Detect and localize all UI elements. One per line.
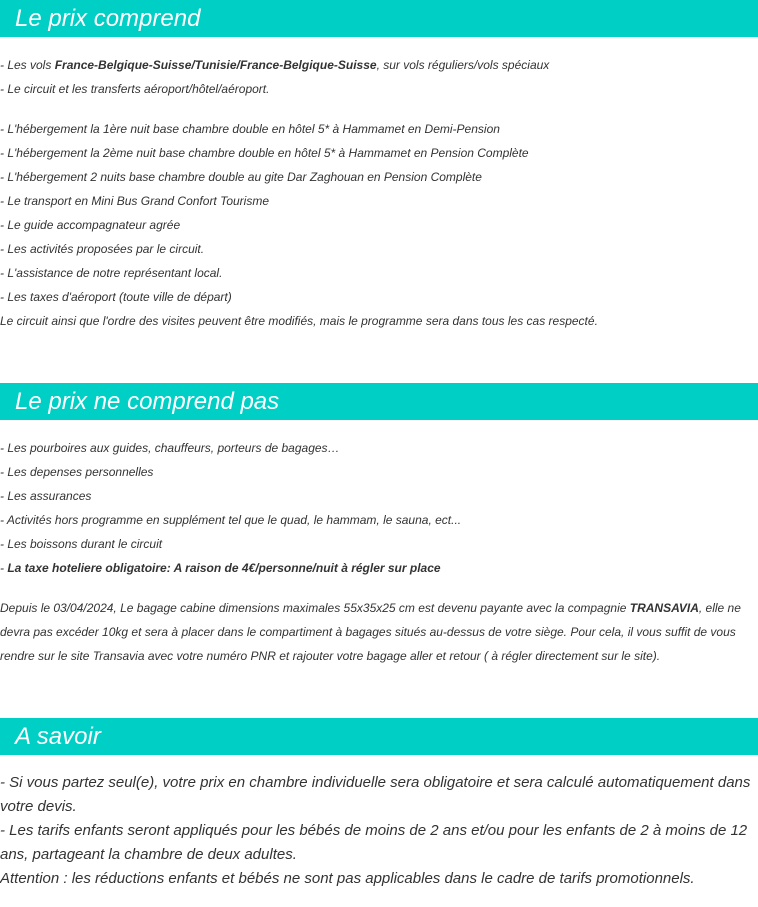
info-list	[0, 771, 758, 891]
list-item: - L'assistance de notre représentant local.	[0, 266, 223, 280]
section-title: A savoir	[15, 723, 101, 750]
list-item-text: , sur vols réguliers/vols spéciaux	[376, 58, 550, 72]
list-item: - Le circuit et les transferts aéroport/hôtel/aéroport.	[0, 82, 270, 96]
section-header-a-savoir	[0, 718, 758, 755]
list-item: - L'hébergement la 2ème nuit base chambre double en hôtel 5* à Hammamet en Pension Complète	[0, 146, 529, 160]
list-item: - Le guide accompagnateur agrée	[0, 218, 181, 232]
section-title: Le prix ne comprend pas	[15, 388, 280, 415]
info-item: Attention : les réductions enfants et bébés ne sont pas applicables dans le cadre de tarifs promotionnels.	[0, 870, 695, 887]
section-header-prix-comprend	[0, 0, 758, 37]
excluded-list	[0, 436, 758, 668]
info-item: - Les tarifs enfants seront appliqués pour les bébés de moins de 2 ans et/ou pour les enfants de 2 à moins de 12 ans, partageant la chambre de deux adultes.	[0, 822, 748, 863]
list-item: - Activités hors programme en supplément tel que le quad, le hammam, le sauna, ect...	[0, 513, 462, 527]
list-item	[0, 53, 758, 77]
list-item: - Les assurances	[0, 489, 92, 503]
list-item: - Les taxes d'aéroport (toute ville de départ)	[0, 290, 232, 304]
note-text: Le circuit ainsi que l'ordre des visites peuvent être modifiés, mais le programme sera dans tous les cas respecté.	[0, 314, 598, 328]
list-item-text: - Les vols	[0, 58, 55, 72]
list-item: - Les activités proposées par le circuit.	[0, 242, 205, 256]
baggage-note	[0, 596, 758, 668]
list-item-bold: La taxe hoteliere obligatoire: A raison de 4€/personne/nuit à régler sur place	[7, 561, 441, 575]
baggage-note-text: Depuis le 03/04/2024, Le bagage cabine dimensions maximales 55x35x25 cm est devenu payante avec la compagnie	[0, 601, 630, 615]
included-list	[0, 53, 758, 333]
section-title: Le prix comprend	[15, 5, 201, 32]
list-item-bold: France-Belgique-Suisse/Tunisie/France-Belgique-Suisse	[54, 58, 377, 72]
list-item-text: -	[0, 561, 8, 575]
list-item: - Les pourboires aux guides, chauffeurs, porteurs de bagages…	[0, 441, 340, 455]
info-item: - Si vous partez seul(e), votre prix en chambre individuelle sera obligatoire et sera calculé automatiquement dans votre devis.	[0, 774, 751, 815]
section-header-prix-ne-comprend-pas	[0, 383, 758, 420]
list-item: - Le transport en Mini Bus Grand Confort Tourisme	[0, 194, 270, 208]
list-item: - Les depenses personnelles	[0, 465, 154, 479]
list-item: - Les boissons durant le circuit	[0, 537, 163, 551]
list-item: - L'hébergement 2 nuits base chambre double au gite Dar Zaghouan en Pension Complète	[0, 170, 482, 184]
baggage-note-text: , elle ne devra pas excéder 10kg et sera à placer dans le compartiment à bagages situés au-dessus de votre siège. Pour cela, il vous suffit de vous rendre sur le site Transavia avec votre numéro PNR et rajouter votre bagage aller et retour ( à régler directement sur le site).	[0, 601, 741, 663]
list-item: - L'hébergement la 1ère nuit base chambre double en hôtel 5* à Hammamet en Demi-Pension	[0, 122, 500, 136]
airline-name: TRANSAVIA	[629, 601, 699, 615]
list-item	[0, 556, 758, 580]
